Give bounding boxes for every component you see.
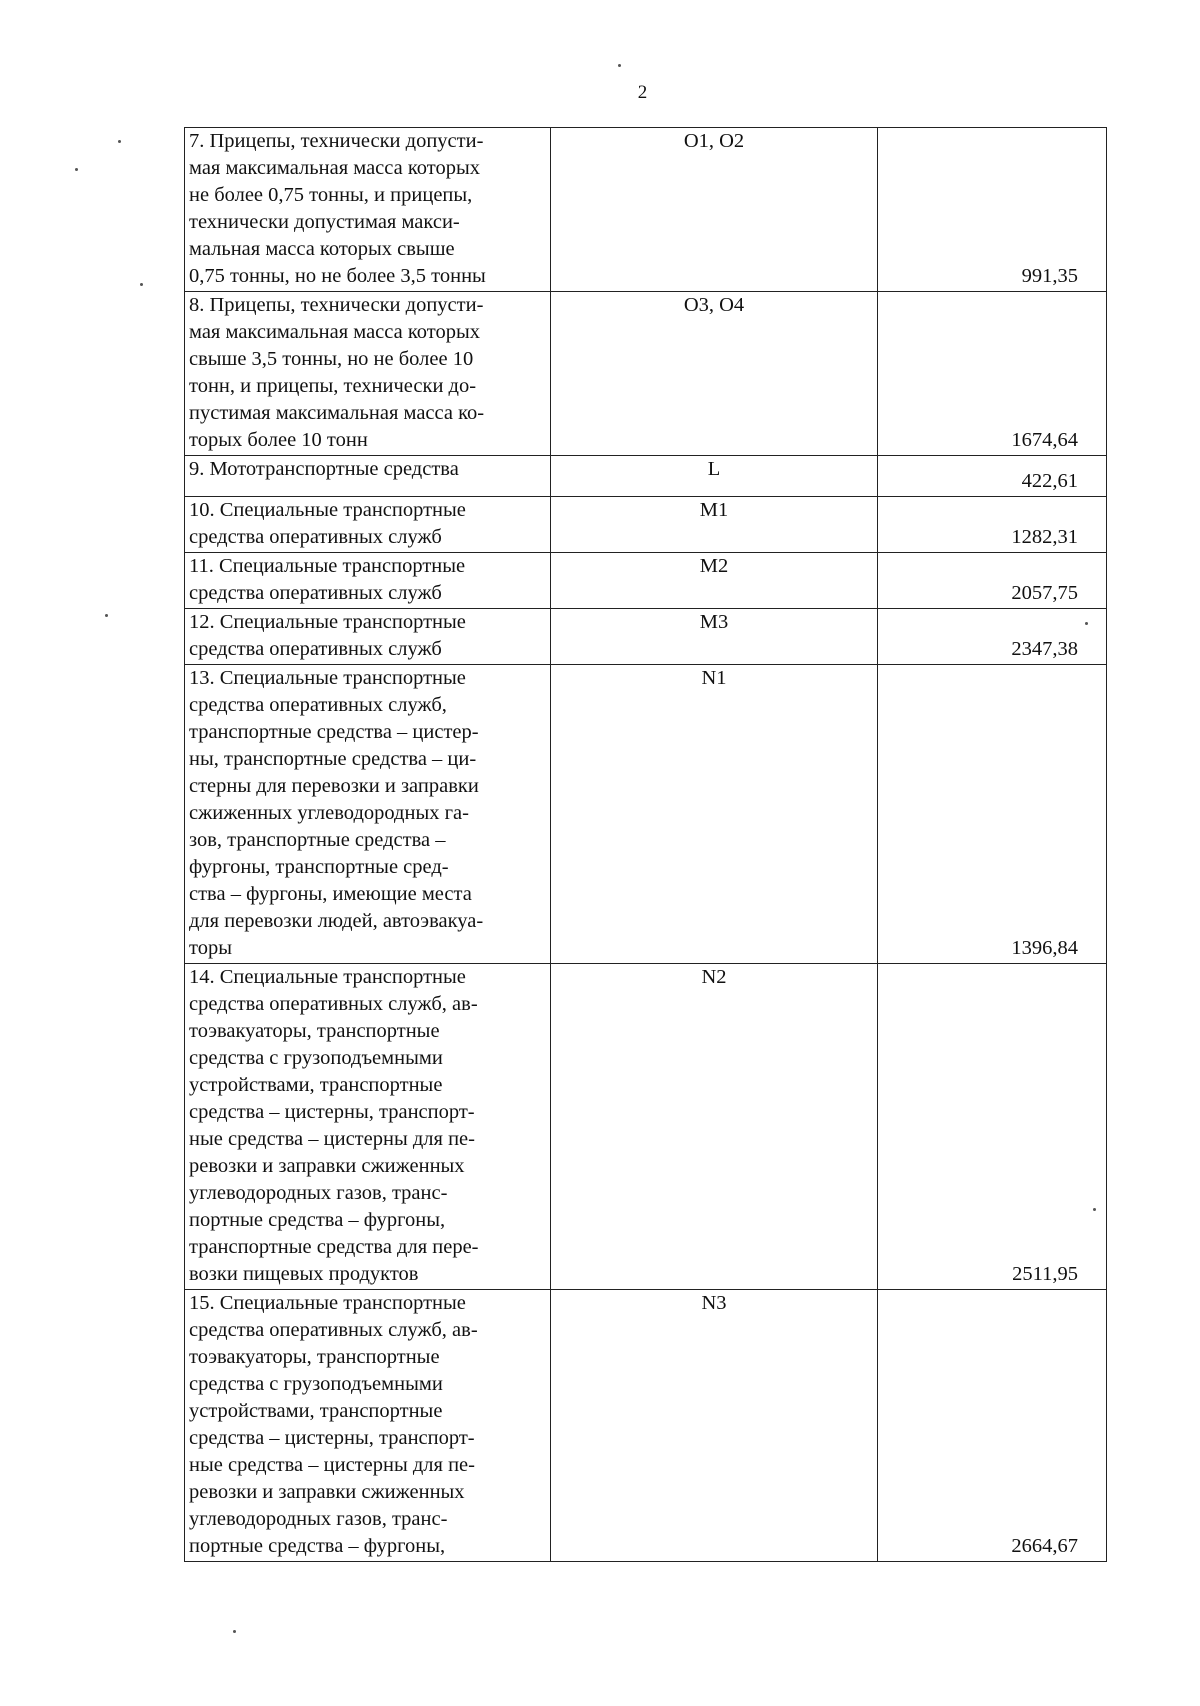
description-line: 15. Специальные транспортные — [189, 1292, 466, 1314]
table-row — [185, 1290, 1107, 1562]
row-value: 2057,75 — [878, 553, 1107, 609]
row-value: 991,35 — [878, 128, 1107, 292]
scan-speck — [618, 64, 621, 67]
description-line: тоэвакуаторы, транспортные — [189, 1020, 440, 1042]
description-line: портные средства – фургоны, — [189, 1535, 446, 1557]
table-row — [185, 609, 1107, 665]
scan-speck — [1093, 1208, 1096, 1211]
table-row — [185, 456, 1107, 497]
table-row — [185, 128, 1107, 292]
description-line: углеводородных газов, транс- — [189, 1182, 448, 1204]
row-description — [185, 292, 551, 456]
description-line: 0,75 тонны, но не более 3,5 тонны — [189, 265, 486, 287]
description-line: 13. Специальные транспортные — [189, 667, 466, 689]
row-description — [185, 665, 551, 964]
description-line: ства – фургоны, имеющие места — [189, 883, 472, 905]
description-line: возки пищевых продуктов — [189, 1263, 419, 1285]
description-line: средства – цистерны, транспорт- — [189, 1101, 475, 1123]
description-line: транспортные средства – цистер- — [189, 721, 479, 743]
description-line: мальная масса которых свыше — [189, 238, 455, 260]
row-description — [185, 497, 551, 553]
row-category: M3 — [551, 609, 878, 665]
description-line: средства оперативных служб, ав- — [189, 1319, 478, 1341]
row-value: 1396,84 — [878, 665, 1107, 964]
description-line: тоэвакуаторы, транспортные — [189, 1346, 440, 1368]
description-line: средства оперативных служб — [189, 638, 442, 660]
description-line: стерны для перевозки и заправки — [189, 775, 479, 797]
description-line: зов, транспортные средства – — [189, 829, 446, 851]
description-line: ные средства – цистерны для пе- — [189, 1128, 475, 1150]
description-line: для перевозки людей, автоэвакуа- — [189, 910, 484, 932]
description-line: мая максимальная масса которых — [189, 157, 480, 179]
row-value: 2347,38 — [878, 609, 1107, 665]
row-description — [185, 1290, 551, 1562]
row-description — [185, 964, 551, 1290]
description-line: средства с грузоподъемными — [189, 1047, 443, 1069]
description-line: 7. Прицепы, технически допусти- — [189, 130, 484, 152]
scan-speck — [1085, 622, 1088, 625]
description-line: тонн, и прицепы, технически до- — [189, 375, 477, 397]
table-row — [185, 497, 1107, 553]
table-row — [185, 292, 1107, 456]
description-line: углеводородных газов, транс- — [189, 1508, 448, 1530]
description-line: торы — [189, 937, 232, 959]
description-line: технически допустимая макси- — [189, 211, 460, 233]
row-value: 2664,67 — [878, 1290, 1107, 1562]
description-line: средства – цистерны, транспорт- — [189, 1427, 475, 1449]
description-line: устройствами, транспортные — [189, 1400, 443, 1422]
description-line: 12. Специальные транспортные — [189, 611, 466, 633]
scan-speck — [105, 614, 108, 617]
description-line: ны, транспортные средства – ци- — [189, 748, 477, 770]
description-line: свыше 3,5 тонны, но не более 10 — [189, 348, 474, 370]
page-number: 2 — [637, 82, 648, 103]
description-line: 11. Специальные транспортные — [189, 555, 466, 577]
tariff-table — [184, 127, 1107, 1562]
scan-speck — [75, 168, 78, 171]
description-line: 14. Специальные транспортные — [189, 966, 466, 988]
row-value: 2511,95 — [878, 964, 1107, 1290]
row-value: 1674,64 — [878, 292, 1107, 456]
row-category: O1, O2 — [551, 128, 878, 292]
row-category: N2 — [551, 964, 878, 1290]
description-line: ревозки и заправки сжиженных — [189, 1155, 465, 1177]
table-row — [185, 553, 1107, 609]
table-row — [185, 665, 1107, 964]
row-description — [185, 553, 551, 609]
row-category: L — [551, 456, 878, 497]
description-line: средства оперативных служб, — [189, 694, 447, 716]
scan-speck — [140, 283, 143, 286]
row-value: 422,61 — [878, 456, 1107, 497]
description-line: ревозки и заправки сжиженных — [189, 1481, 465, 1503]
description-line: устройствами, транспортные — [189, 1074, 443, 1096]
row-description — [185, 128, 551, 292]
description-line: 8. Прицепы, технически допусти- — [189, 294, 484, 316]
scan-speck — [233, 1630, 236, 1633]
description-line: торых более 10 тонн — [189, 429, 368, 451]
table-row — [185, 964, 1107, 1290]
description-line: средства с грузоподъемными — [189, 1373, 443, 1395]
row-description — [185, 609, 551, 665]
tariff-table-body — [185, 128, 1107, 1562]
row-category: O3, O4 — [551, 292, 878, 456]
row-category: M1 — [551, 497, 878, 553]
description-line: транспортные средства для пере- — [189, 1236, 479, 1258]
description-line: не более 0,75 тонны, и прицепы, — [189, 184, 473, 206]
description-line: 9. Мототранспортные средства — [189, 458, 459, 480]
description-line: средства оперативных служб — [189, 582, 442, 604]
row-category: M2 — [551, 553, 878, 609]
description-line: мая максимальная масса которых — [189, 321, 480, 343]
description-line: фургоны, транспортные сред- — [189, 856, 449, 878]
description-line: портные средства – фургоны, — [189, 1209, 446, 1231]
scan-speck — [118, 140, 121, 143]
description-line: пустимая максимальная масса ко- — [189, 402, 485, 424]
row-category: N1 — [551, 665, 878, 964]
description-line: 10. Специальные транспортные — [189, 499, 466, 521]
description-line: средства оперативных служб, ав- — [189, 993, 478, 1015]
description-line: ные средства – цистерны для пе- — [189, 1454, 475, 1476]
description-line: средства оперативных служб — [189, 526, 442, 548]
description-line: сжиженных углеводородных га- — [189, 802, 469, 824]
row-description — [185, 456, 551, 497]
row-value: 1282,31 — [878, 497, 1107, 553]
row-category: N3 — [551, 1290, 878, 1562]
